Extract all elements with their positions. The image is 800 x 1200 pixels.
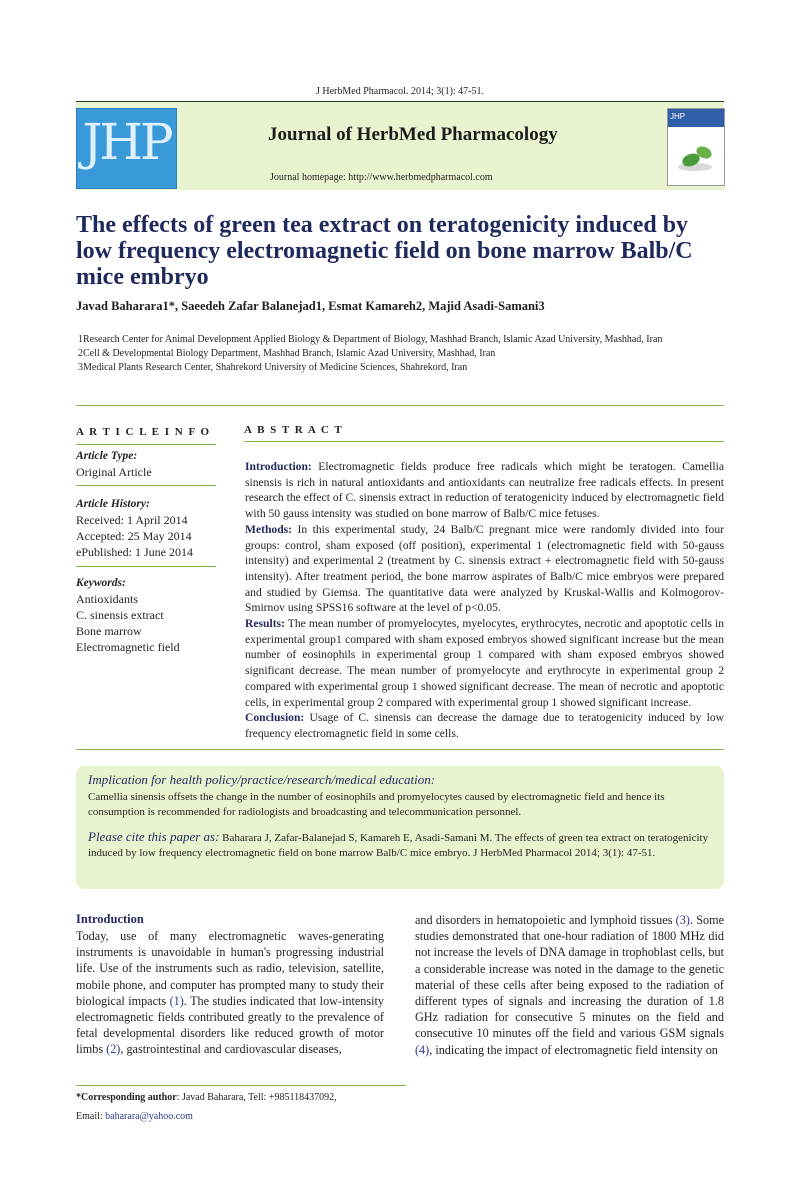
email-line <box>76 1111 193 1122</box>
reference-link[interactable]: (1) <box>169 993 184 1008</box>
journal-logo <box>76 108 177 189</box>
section-divider <box>76 749 724 750</box>
title-line: The effects of green tea extract on teratogenicity induced by <box>76 212 689 238</box>
abstract-label: A B S T R A C T <box>244 424 344 436</box>
body-column-left <box>76 928 384 1058</box>
abstract-results-heading: Results: <box>245 617 285 631</box>
article-type-value: Original Article <box>76 465 152 479</box>
accepted-date: Accepted: 25 May 2014 <box>76 529 192 543</box>
body-text: , indicating the impact of electromagnetic field intensity on <box>429 1042 718 1057</box>
journal-homepage[interactable]: Journal homepage: http://www.herbmedpharmacol.com <box>270 172 493 183</box>
divider <box>76 566 216 567</box>
article-title <box>76 212 726 290</box>
logo-text: JHP <box>82 113 171 171</box>
implication-heading: Implication for health policy/practice/research/medical education: <box>88 772 436 787</box>
abstract-methods-text: In this experimental study, 24 Balb/C pregnant mice were randomly divided into four groups: control, sham exposed (off position), experimental 1 (electromagnetic field with 50-gauss intensity) and experimental 2 (treatment by C. sinensis extract + electromagnetic field with 50-gauss intensity). After treatment period, the bone marrow aspirates of Balb/C mice embryos were prepared and studied by Giemsa. The quantitative data were analyzed by Kruskal-Wallis and Kolmogorov-Smirnov using SPSS16 software at the level of p<0.05. <box>245 522 724 615</box>
corresponding-author-label: *Corresponding author <box>76 1092 177 1103</box>
abstract-body <box>245 459 724 742</box>
title-line: mice embryo <box>76 264 209 290</box>
title-line: low frequency electromagnetic field on bone marrow Balb/C <box>76 238 693 264</box>
affiliation: 1Research Center for Animal Development Applied Biology & Department of Biology, Mashhad Branch, Islamic Azad University, Mashhad, Iran <box>78 334 663 345</box>
abstract-introduction-text: Electromagnetic fields produce free radicals which might be teratogen. Camellia sinensis is rich in natural antioxidants and antioxidants can neutralize free radicals effects. In present research the effect of C. sinensis extract in reduction of teratogenicity induced by electromagnetic field with 50 gauss intensity was studied on bone marrow of Balb/C mice fetuses. <box>245 460 724 521</box>
body-text: Today, use of many electromagnetic waves-generating instruments is unavoidable in human's progressing industrial life. Use of the instruments such as radio, television, satellite, mobile phone, and computer has prompted many to study their biological impacts <box>76 929 384 1008</box>
corresponding-author-text: : Javad Baharara, Tell: +985118437092, <box>176 1092 337 1103</box>
article-type-heading: Article Type: <box>76 450 138 462</box>
body-text: , gastrointestinal and cardiovascular diseases, <box>120 1042 342 1057</box>
divider <box>76 444 216 445</box>
body-text: . Some studies demonstrated that one-hour radiation of 1800 MHz did not increase the levels of DNA damage in trophoblast cells, but a considerable increase was noted in the damage to the genetic material of these cells after being exposed to the radiation of different types of signals and increasing the duration of 1.8 GHz radiation for consecutive 5 minutes on the field and consecutive 10 minutes off the field and various GSM signals <box>415 913 724 1041</box>
abstract-conclusion-heading: Conclusion: <box>245 711 305 725</box>
email-link[interactable]: baharara@yahoo.com <box>105 1111 193 1122</box>
body-column-right <box>415 912 724 1058</box>
keywords-heading: Keywords: <box>76 577 126 589</box>
article-info-label: A R T I C L E I N F O <box>76 426 211 438</box>
body-text: and disorders in hematopoietic and lymphoid tissues <box>415 913 676 927</box>
author-list: Javad Baharara1*, Saeedeh Zafar Balanejad1, Esmat Kamareh2, Majid Asadi-Samani3 <box>76 299 545 313</box>
implication-text <box>88 790 712 861</box>
keyword: Bone marrow <box>76 624 142 638</box>
journal-name: Journal of HerbMed Pharmacology <box>268 124 558 145</box>
divider <box>76 485 216 486</box>
implication-box <box>76 766 724 889</box>
cover-band <box>668 109 724 127</box>
cite-text: Baharara J, Zafar-Balanejad S, Kamareh E, Asadi-Samani M. The effects of green tea extract on teratogenicity induced by low frequency electromagnetic field on bone marrow Balb/C mice embryo. J HerbMed Pharmacol 2014; 3(1): 47-51. <box>88 832 709 859</box>
introduction-heading: Introduction <box>76 912 144 926</box>
keyword: Antioxidants <box>76 592 138 606</box>
cite-heading: Please cite this paper as: <box>88 829 220 844</box>
cover-label: JHP <box>670 112 686 121</box>
reference-link[interactable]: (2) <box>106 1042 121 1057</box>
journal-cover-image <box>667 108 725 186</box>
corresponding-author <box>76 1092 337 1103</box>
divider <box>244 441 724 442</box>
abstract-introduction-heading: Introduction: <box>245 460 312 473</box>
journal-banner <box>76 101 724 190</box>
footnote-divider <box>76 1085 406 1086</box>
affiliation: 2Cell & Developmental Biology Department, Mashhad Branch, Islamic Azad University, Mashhad, Iran <box>78 348 496 359</box>
body-text: . The studies indicated that low-intensity electromagnetic fields contributed greatly to the prevalence of fetal developmental disorders like reduced growth of motor limbs <box>76 993 384 1057</box>
abstract-results-text: The mean number of promyelocytes, myelocytes, erythrocytes, necrotic and apoptotic cells in experimental group1 compared with sham exposed embryos showed significant increase but the mean number of eosinophils in experimental group 1 compared with sham exposed embryos showed significant decrease. The mean number of promyelocyte and erythrocyte in experimental group 2 compared with experimental group 1 showed significant decrease. The mean of necrotic and apoptotic cells, in experimental group 2 compared with experimental group 1 showed significant increase. <box>245 617 724 709</box>
reference-link[interactable]: (4) <box>415 1042 430 1057</box>
article-history-heading: Article History: <box>76 498 150 510</box>
implication-body: Camellia sinensis offsets the change in the number of eosinophils and promyelocytes caused by electromagnetic field and hence its consumption is recommended for radiologists and broadcasting and telecommunication personnel. <box>88 791 665 818</box>
email-label: Email: <box>76 1111 106 1122</box>
received-date: Received: 1 April 2014 <box>76 513 188 527</box>
abstract-methods-heading: Methods: <box>245 522 293 536</box>
epublished-date: ePublished: 1 June 2014 <box>76 545 193 559</box>
citation-block <box>88 829 712 861</box>
section-divider <box>76 405 724 406</box>
citation-line: J HerbMed Pharmacol. 2014; 3(1): 47-51. <box>315 86 485 97</box>
keyword: Electromagnetic field <box>76 640 180 654</box>
keyword: C. sinensis extract <box>76 608 164 622</box>
reference-link[interactable]: (3) <box>675 913 690 927</box>
abstract-conclusion-text: Usage of C. sinensis can decrease the damage due to teratogenicity induced by low frequency electromagnetic field in some cells. <box>245 711 724 740</box>
affiliation: 3Medical Plants Research Center, Shahrekord University of Medicine Sciences, Shahrekord, Iran <box>78 362 468 373</box>
